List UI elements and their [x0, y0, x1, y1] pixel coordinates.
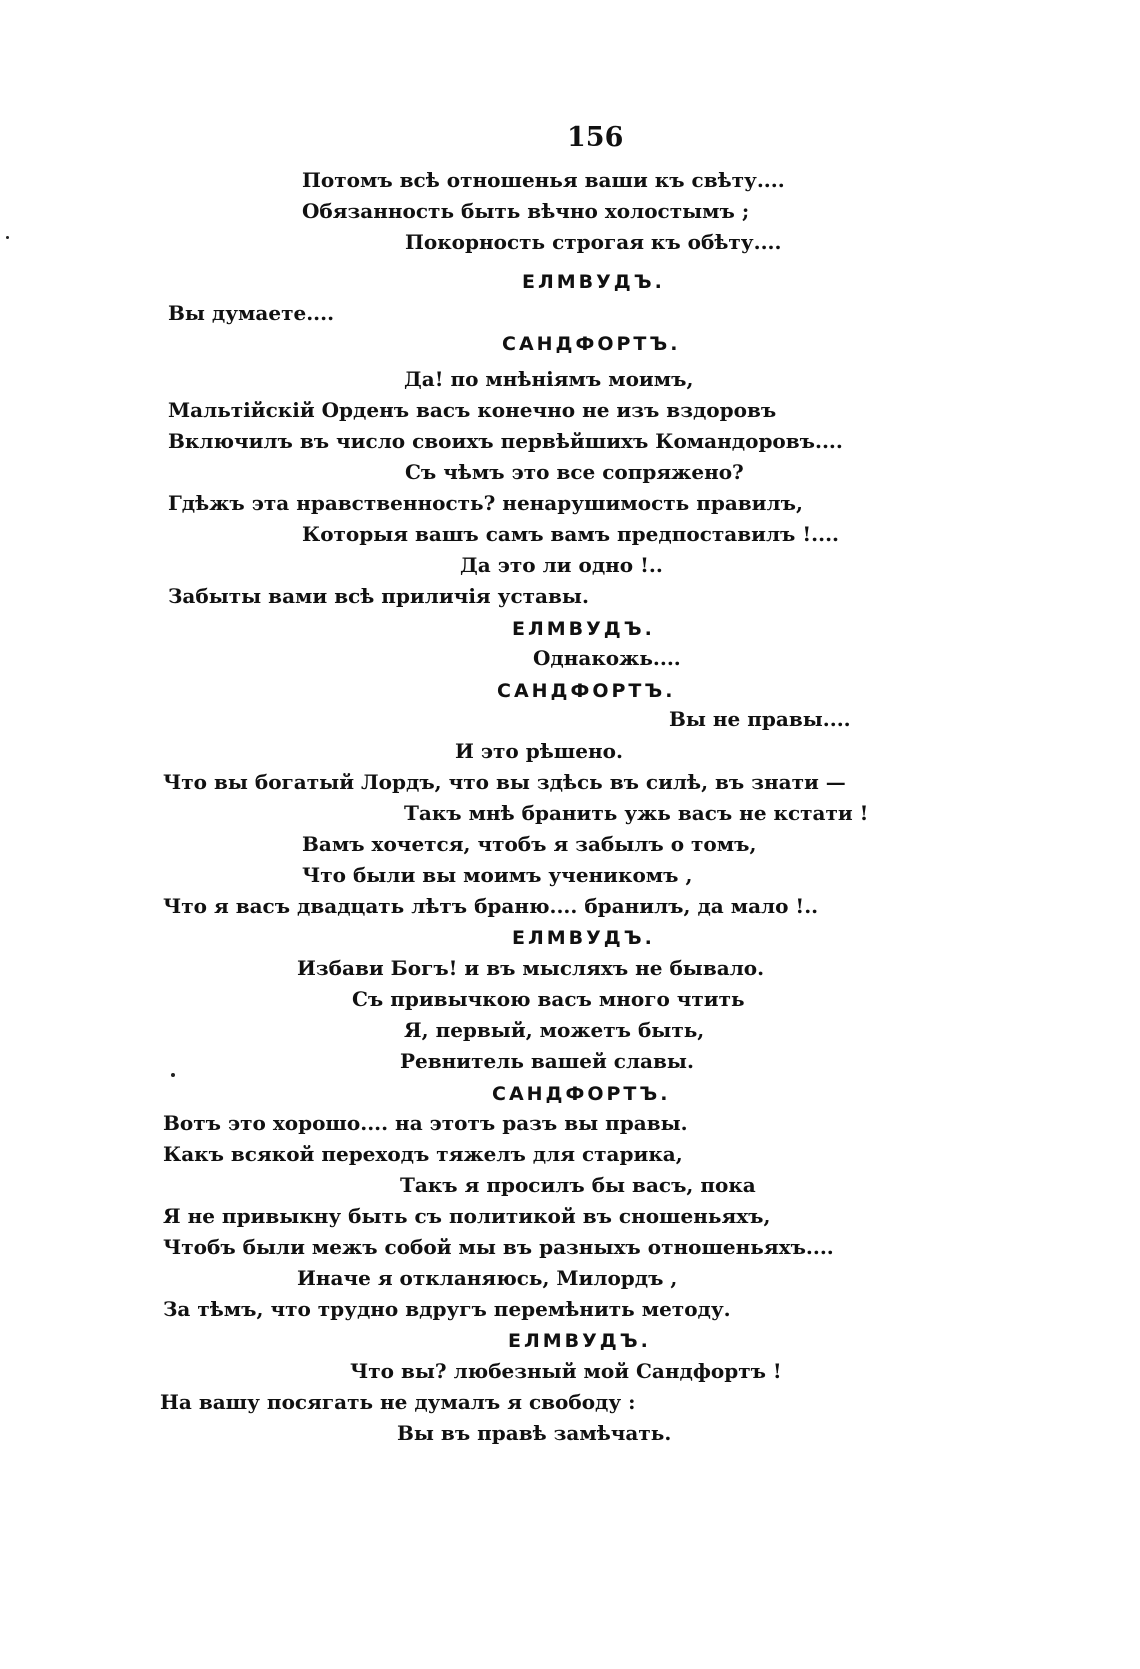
verse-line: Такъ мнѣ бранить ужь васъ не кстати ! [404, 801, 869, 825]
verse-line: Вамъ хочется, чтобъ я забылъ о томъ, [302, 832, 757, 856]
verse-line: Да! по мнѣніямъ моимъ, [404, 367, 694, 391]
verse-line: Что были вы моимъ ученикомъ , [302, 863, 693, 887]
verse-line: Потомъ всѣ отношенья ваши къ свѣту.... [302, 168, 785, 192]
speaker-name: ЕЛМВУДЪ. [522, 271, 665, 293]
speaker-name: САНДФОРТЪ. [492, 1083, 671, 1105]
verse-line: Что я васъ двадцать лѣтъ браню.... бранилъ, да мало !.. [163, 894, 819, 918]
verse-line: Обязанность быть вѣчно холостымъ ; [302, 199, 750, 223]
verse-line: Съ привычкою васъ много чтить [352, 987, 745, 1011]
verse-line: Вы въ правѣ замѣчать. [397, 1421, 672, 1445]
page-number: 156 [567, 122, 624, 153]
verse-line: Съ чѣмъ это все сопряжено? [405, 460, 744, 484]
speaker-name: ЕЛМВУДЪ. [512, 927, 655, 949]
verse-line: Что вы? любезный мой Сандфортъ ! [350, 1359, 782, 1383]
speaker-name: ЕЛМВУДЪ. [512, 618, 655, 640]
verse-line: Вы не правы.... [669, 707, 851, 731]
verse-line: Однакожь.... [533, 646, 681, 670]
verse-line: Да это ли одно !.. [460, 553, 663, 577]
ink-speck [171, 1073, 175, 1077]
verse-line: Гдѣжъ эта нравственность? ненарушимость правилъ, [168, 491, 803, 515]
verse-line: Вы думаете.... [168, 301, 335, 325]
verse-line: Избави Богъ! и въ мысляхъ не бывало. [297, 956, 765, 980]
verse-line: Мальтійскій Орденъ васъ конечно не изъ вздоровъ [168, 398, 777, 422]
verse-line: На вашу посягать не думалъ я свободу : [160, 1390, 636, 1414]
verse-line: Вотъ это хорошо.... на этотъ разъ вы правы. [163, 1111, 688, 1135]
speaker-name: САНДФОРТЪ. [502, 333, 681, 355]
verse-line: Такъ я просилъ бы васъ, пока [400, 1173, 756, 1197]
verse-line: Ревнитель вашей славы. [400, 1049, 694, 1073]
verse-line: Чтобъ были межъ собой мы въ разныхъ отношеньяхъ.... [163, 1235, 834, 1259]
verse-line: Какъ всякой переходъ тяжелъ для старика, [163, 1142, 683, 1166]
speaker-name: САНДФОРТЪ. [497, 680, 676, 702]
verse-line: За тѣмъ, что трудно вдругъ перемѣнить методу. [163, 1297, 731, 1321]
verse-line: Включилъ въ число своихъ первѣйшихъ Командоровъ.... [168, 429, 843, 453]
verse-line: И это рѣшено. [455, 739, 623, 763]
verse-line: Что вы богатый Лордъ, что вы здѣсь въ силѣ, въ знати — [163, 770, 846, 794]
verse-line: Которыя вашъ самъ вамъ предпоставилъ !.... [302, 522, 839, 546]
verse-line: Я, первый, можетъ быть, [404, 1018, 705, 1042]
verse-line: Забыты вами всѣ приличія уставы. [168, 584, 589, 608]
ink-speck [6, 236, 9, 239]
verse-line: Я не привыкну быть съ политикой въ сношеньяхъ, [163, 1204, 771, 1228]
verse-line: Иначе я откланяюсь, Милордъ , [297, 1266, 678, 1290]
verse-line: Покорность строгая къ обѣту.... [405, 230, 782, 254]
speaker-name: ЕЛМВУДЪ. [508, 1330, 651, 1352]
